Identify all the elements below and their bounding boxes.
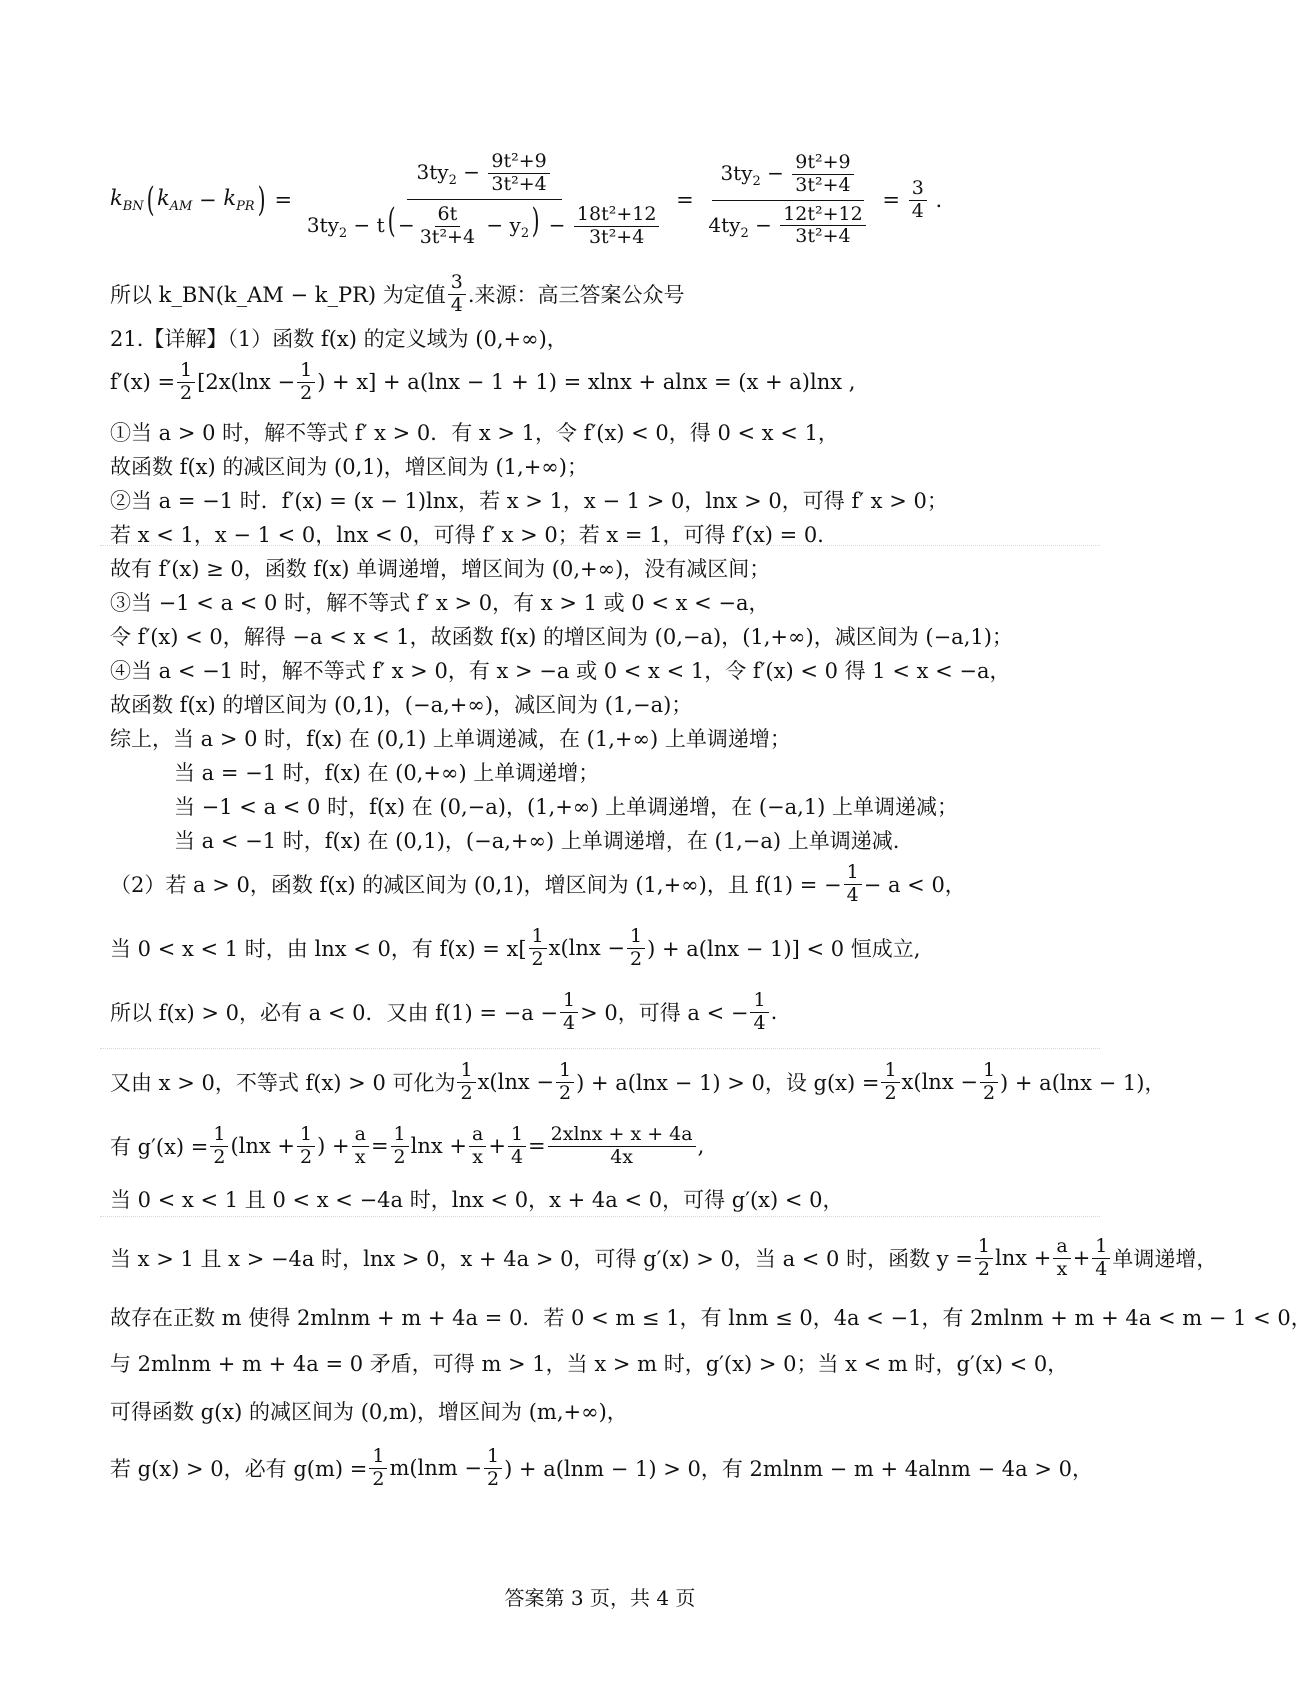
- text-line: 故有 f′(x) ≥ 0，函数 f(x) 单调递增，增区间为 (0,+∞)，没有减区间；: [110, 557, 771, 581]
- text-line: 当 0 < x < 1 时，由 lnx < 0，有 f(x) = x[ $\frac{1}{2}$ x(lnx − $\frac{1}{2}$ ) + a(lnx − 1)] < 0 恒成立,: [110, 924, 921, 970]
- text-line: 有 g′(x) = $\frac{1}{2}$ (lnx + $\frac{1}{2}$ ) + $\frac{a}{x}$ = $\frac{1}{2}$ lnx + $\frac{a}{x}$ + $\frac{1}{4}$ = $\frac{2xlnx + x + 4a}{4x}$ ,: [110, 1122, 705, 1168]
- dotted-separator: [100, 545, 1100, 546]
- text-line: 当 x > 1 且 x > −4a 时，lnx > 0，x + 4a > 0，可得 g′(x) > 0，当 a < 0 时，函数 y = $\frac{1}{2}$ lnx + $\frac{a}{x}$ + $\frac{1}{4}$ 单调递增，: [110, 1234, 1218, 1280]
- text-line: 又由 x > 0，不等式 f(x) > 0 可化为 $\frac{1}{2}$ x(lnx − $\frac{1}{2}$ ) + a(lnx − 1) > 0，设 g(x) = $\frac{1}{2}$ x(lnx − $\frac{1}{2}$ ) + a(lnx − 1)，: [110, 1058, 1166, 1104]
- solution-21-heading: 21.【详解】（1）函数 f(x) 的定义域为 (0,+∞)，: [110, 327, 568, 351]
- dotted-separator: [100, 1216, 1100, 1217]
- page-footer: 答案第 3 页，共 4 页: [504, 1586, 696, 1610]
- text-line: （2）若 a > 0，函数 f(x) 的减区间为 (0,1)，增区间为 (1,+∞)，且 f(1) = − $\frac{1}{4}$ − a < 0，: [110, 860, 966, 906]
- text-line: 可得函数 g(x) 的减区间为 (0,m)，增区间为 (m,+∞)，: [110, 1400, 628, 1424]
- equation-k-product: $k_{BN}$ ( $k_{AM}$ − $k_{PR}$ ) = $3ty_2$ − $\frac{\text{9t²+9}}{\text{3t²+4}}$ $3ty_2 - t$( − $\frac{6t}{\text{3t²+4}}$ − $y_2$) − $\frac{\text{18t²+12}}{\text{3t²+4}}$ = $3ty_2$ − $\frac{\text{9t²+9}}{\text{3t²+4}}$ $4ty_2$ − $\frac{\text{12t²+12}}{\text{3t²+4}}$ = $\frac{3}{4}$ .: [110, 150, 943, 248]
- text-line: 当 a = −1 时，f(x) 在 (0,+∞) 上单调递增；: [174, 761, 600, 785]
- text-line: 与 2mlnm + m + 4a = 0 矛盾，可得 m > 1，当 x > m 时，g′(x) > 0；当 x < m 时，g′(x) < 0，: [110, 1352, 1069, 1376]
- text-line: ②当 a = −1 时．f′(x) = (x − 1)lnx，若 x > 1，x − 1 > 0，lnx > 0，可得 f′ x > 0；: [110, 489, 948, 513]
- text-line: 当 a < −1 时，f(x) 在 (0,1)，(−a,+∞) 上单调递增，在 (1,−a) 上单调递减.: [174, 829, 900, 853]
- text-line: ④当 a < −1 时，解不等式 f′ x > 0，有 x > −a 或 0 < x < 1，令 f′(x) < 0 得 1 < x < −a，: [110, 659, 1011, 683]
- text-line: 故函数 f(x) 的增区间为 (0,1)，(−a,+∞)，减区间为 (1,−a)；: [110, 693, 693, 717]
- dotted-separator: [100, 1048, 1100, 1049]
- text-line: ①当 a > 0 时，解不等式 f′ x > 0．有 x > 1，令 f′(x) < 0，得 0 < x < 1，: [110, 421, 839, 445]
- text-line: 若 x < 1，x − 1 < 0，lnx < 0，可得 f′ x > 0；若 x = 1，可得 f′(x) = 0．: [110, 523, 839, 547]
- text-line: 故函数 f(x) 的减区间为 (0,1)，增区间为 (1,+∞)；: [110, 455, 588, 479]
- text-line: 所以 k_BN(k_AM − k_PR) 为定值 $\frac{3}{4}$ .来源：高三答案公众号: [110, 270, 685, 316]
- text-line: 当 0 < x < 1 且 0 < x < −4a 时，lnx < 0，x + 4a < 0，可得 g′(x) < 0，: [110, 1188, 844, 1212]
- text-line: 令 f′(x) < 0，解得 −a < x < 1，故函数 f(x) 的增区间为 (0,−a)，(1,+∞)，减区间为 (−a,1)；: [110, 625, 1013, 649]
- text-line: ③当 −1 < a < 0 时，解不等式 f′ x > 0，有 x > 1 或 0 < x < −a，: [110, 591, 770, 615]
- text-line: 若 g(x) > 0，必有 g(m) = $\frac{1}{2}$ m(lnm − $\frac{1}{2}$ ) + a(lnm − 1) > 0，有 2mlnm − m + 4alnm − 4a > 0，: [110, 1444, 1093, 1490]
- text-line: 综上，当 a > 0 时，f(x) 在 (0,1) 上单调递减，在 (1,+∞) 上单调递增；: [110, 727, 791, 751]
- text-line: 故存在正数 m 使得 2mlnm + m + 4a = 0．若 0 < m ≤ 1，有 lnm ≤ 0，4a < −1，有 2mlnm + m + 4a < m − 1 < 0，: [110, 1306, 1312, 1330]
- text-line: 当 −1 < a < 0 时，f(x) 在 (0,−a)，(1,+∞) 上单调递增，在 (−a,1) 上单调递减；: [174, 795, 959, 819]
- text-line: 所以 f(x) > 0，必有 a < 0．又由 f(1) = −a − $\frac{1}{4}$ > 0，可得 a < − $\frac{1}{4}$ .: [110, 988, 778, 1034]
- derivative-equation: f′(x) = $\frac{1}{2}$ [2x(lnx − $\frac{1}{2}$ ) + x] + a(lnx − 1 + 1) = xlnx + alnx = (x + a)lnx ,: [110, 358, 856, 404]
